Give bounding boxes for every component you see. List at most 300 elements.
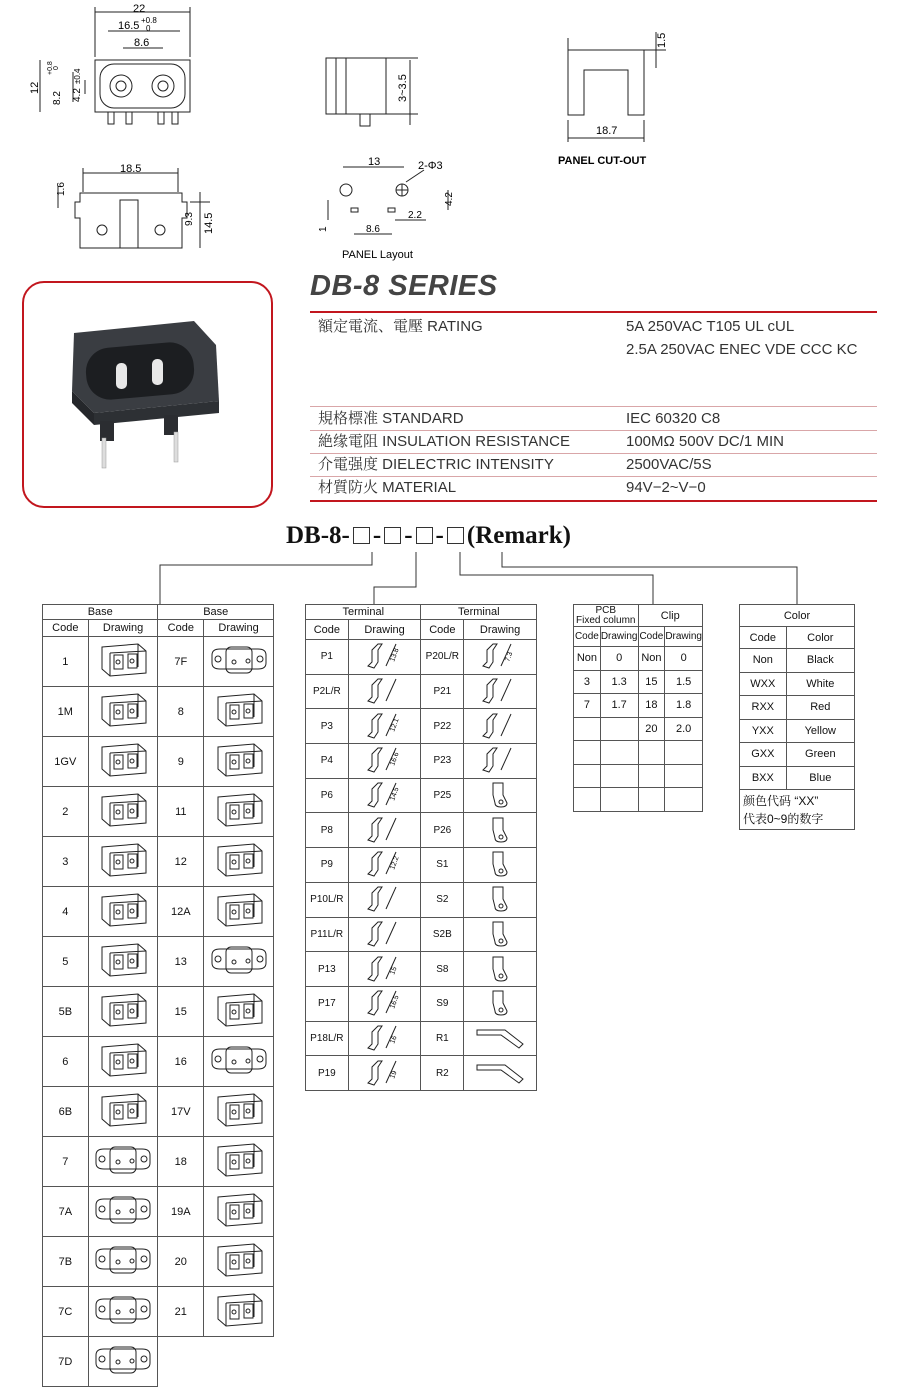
base-drawing	[88, 837, 158, 887]
pcb-clip-cell: 3	[574, 670, 601, 694]
pcb-clip-cell	[600, 741, 638, 765]
terminal-drawing-icon	[467, 675, 533, 705]
col-drawing: Drawing	[88, 620, 158, 637]
base-drawing	[204, 1137, 274, 1187]
col-drawing: Drawing	[600, 627, 638, 647]
pcb-clip-cell: 7	[574, 694, 601, 718]
color-name: Red	[786, 696, 854, 720]
col-code: Code	[421, 620, 464, 640]
color-note-2: 代表0~9的数字	[743, 811, 824, 826]
dim-8-2: 8.2	[52, 91, 63, 105]
terminal-code: P20L/R	[421, 640, 464, 675]
pcb-clip-cell: 2.0	[665, 717, 703, 741]
svg-text:12.2: 12.2	[388, 855, 401, 872]
dim-4-2: 4.2	[72, 88, 83, 102]
pcb-clip-cell: 1.8	[665, 694, 703, 718]
spec-label: 額定電流、電壓 RATING	[318, 318, 483, 335]
color-code: YXX	[740, 719, 787, 743]
dim-8-6: 8.6	[134, 37, 150, 49]
base-drawing	[204, 737, 274, 787]
dim-8-6b: 8.6	[366, 224, 380, 235]
base-code: 17V	[158, 1087, 204, 1137]
spec-standard	[318, 408, 878, 430]
base-code: 21	[158, 1287, 204, 1337]
terminal-drawing-icon	[467, 883, 533, 913]
terminal-code: S2	[421, 882, 464, 917]
dim-14-5: 14.5	[203, 212, 215, 234]
terminal-drawing-icon	[467, 744, 533, 774]
base-drawing-icon	[92, 989, 154, 1031]
dim-4-2b: 4.2	[444, 192, 455, 206]
dim-16-5-tol-lo: 0	[146, 24, 151, 33]
terminal-code: P11L/R	[306, 917, 349, 952]
terminal-code: P21	[421, 674, 464, 709]
dim-1: 1	[318, 226, 329, 232]
clip-header: Clip	[638, 605, 703, 627]
dim-1-6: 1.6	[56, 182, 67, 196]
base-drawing	[88, 1137, 158, 1187]
spec-insulation	[318, 431, 878, 453]
terminal-code: R1	[421, 1021, 464, 1056]
pcb-clip-cell: 1.5	[665, 670, 703, 694]
terminal-slot-box	[384, 527, 401, 544]
pcb-clip-cell	[600, 788, 638, 812]
pcb-clip-cell	[665, 788, 703, 812]
sep: -	[404, 522, 413, 549]
table-row	[740, 743, 855, 767]
base-drawing	[204, 887, 274, 937]
terminal-drawing	[464, 744, 537, 779]
svg-text:16.5: 16.5	[388, 994, 401, 1010]
color-name: Blue	[786, 766, 854, 790]
terminal-drawing	[348, 1056, 421, 1091]
panel-layout-drawing	[316, 152, 466, 264]
terminal-drawing	[464, 986, 537, 1021]
terminal-drawing	[464, 1056, 537, 1091]
table-row	[740, 719, 855, 743]
terminal-code: S8	[421, 952, 464, 987]
base-drawing-icon	[208, 1039, 270, 1081]
pcb-clip-cell: Non	[638, 647, 665, 671]
base-code: 12A	[158, 887, 204, 937]
terminal-drawing-icon	[352, 814, 418, 844]
table-row	[43, 937, 274, 987]
spec-value: 94V−2~V−0	[626, 479, 706, 496]
base-drawing	[204, 687, 274, 737]
spec-dielectric	[318, 454, 878, 476]
spec-label: 介電强度 DIELECTRIC INTENSITY	[318, 456, 554, 473]
table-row	[43, 1137, 274, 1187]
base-drawing	[204, 787, 274, 837]
pcb-clip-cell	[638, 788, 665, 812]
dim-16-5: 16.5	[118, 20, 140, 32]
table-row	[43, 737, 274, 787]
table-row	[306, 813, 537, 848]
table-row	[306, 952, 537, 987]
spec-value: 2.5A 250VAC ENEC VDE CCC KC	[626, 341, 858, 358]
terminal-drawing-icon	[467, 953, 533, 983]
spec-label: 材質防火 MATERIAL	[318, 479, 457, 496]
terminal-header-left: Terminal	[306, 605, 421, 620]
base-drawing-icon	[208, 1189, 270, 1231]
terminal-code: P25	[421, 778, 464, 813]
pcb-header-1: PCB	[595, 604, 617, 616]
base-code: 8	[158, 687, 204, 737]
table-row	[43, 1337, 274, 1387]
terminal-drawing-icon	[352, 883, 418, 913]
dim-3-3-5: 3~3.5	[397, 74, 409, 102]
base-code: 7	[43, 1137, 89, 1187]
terminal-drawing	[348, 813, 421, 848]
base-drawing	[204, 1237, 274, 1287]
empty-cell	[158, 1337, 204, 1387]
pcb-clip-cell	[600, 764, 638, 788]
pcb-clip-cell	[665, 764, 703, 788]
col-drawing: Drawing	[665, 627, 703, 647]
dim-22: 22	[133, 3, 146, 15]
table-row	[43, 637, 274, 687]
base-drawing	[88, 887, 158, 937]
pcb-header	[574, 605, 639, 627]
base-code: 13	[158, 937, 204, 987]
base-drawing	[204, 837, 274, 887]
color-code: BXX	[740, 766, 787, 790]
col-code: Code	[306, 620, 349, 640]
base-code: 6B	[43, 1087, 89, 1137]
table-row	[574, 647, 703, 671]
terminal-drawing	[348, 882, 421, 917]
base-drawing-icon	[92, 1339, 154, 1381]
base-code: 7D	[43, 1337, 89, 1387]
terminal-code: P1	[306, 640, 349, 675]
spec-value: 100MΩ 500V DC/1 MIN	[626, 433, 784, 450]
base-drawing	[88, 687, 158, 737]
col-code: Code	[574, 627, 601, 647]
terminal-drawing	[348, 952, 421, 987]
table-row	[306, 640, 537, 675]
base-code: 7C	[43, 1287, 89, 1337]
terminal-drawing	[464, 813, 537, 848]
base-drawing	[88, 1337, 158, 1387]
terminal-drawing	[464, 1021, 537, 1056]
terminal-drawing-icon	[352, 710, 418, 740]
terminal-code: P13	[306, 952, 349, 987]
terminal-drawing	[464, 848, 537, 883]
svg-text:19: 19	[388, 1069, 399, 1080]
terminal-drawing	[464, 952, 537, 987]
base-drawing	[204, 1037, 274, 1087]
table-row	[306, 848, 537, 883]
base-drawing-icon	[208, 1139, 270, 1181]
terminal-table	[305, 604, 537, 1091]
base-slot-box	[353, 527, 370, 544]
sep: -	[435, 522, 444, 549]
base-drawing-icon	[92, 889, 154, 931]
base-table	[42, 604, 274, 1387]
color-note-1: 颜色代码 “XX”	[743, 793, 819, 808]
svg-text:13.8: 13.8	[388, 647, 401, 664]
svg-text:16: 16	[388, 1034, 399, 1045]
svg-text:7.3: 7.3	[504, 651, 515, 664]
dim-16-5-tol-up: +0.8	[141, 16, 157, 25]
terminal-drawing-icon	[467, 710, 533, 740]
base-code: 15	[158, 987, 204, 1037]
base-drawing-icon	[92, 1039, 154, 1081]
dim-9-3: 9.3	[184, 212, 195, 226]
table-row	[740, 672, 855, 696]
base-header-right: Base	[158, 605, 274, 620]
pcb-clip-cell: 0	[600, 647, 638, 671]
base-code: 11	[158, 787, 204, 837]
base-drawing-icon	[208, 839, 270, 881]
base-drawing-icon	[92, 939, 154, 981]
table-row	[43, 1037, 274, 1087]
terminal-drawing-icon	[467, 848, 533, 878]
pcb-clip-cell: 1.7	[600, 694, 638, 718]
pcb-clip-cell	[574, 717, 601, 741]
base-code: 7A	[43, 1187, 89, 1237]
base-code: 19A	[158, 1187, 204, 1237]
base-code: 16	[158, 1037, 204, 1087]
base-drawing	[88, 937, 158, 987]
color-slot-box	[447, 527, 464, 544]
dim-13: 13	[368, 156, 381, 168]
pcb-clip-cell: 20	[638, 717, 665, 741]
pcb-clip-cell: 0	[665, 647, 703, 671]
top-view-drawing	[28, 2, 198, 132]
empty-cell	[204, 1337, 274, 1387]
base-drawing-icon	[208, 1239, 270, 1281]
base-drawing	[204, 637, 274, 687]
base-code: 5B	[43, 987, 89, 1037]
spec-material	[318, 477, 878, 499]
table-row	[43, 887, 274, 937]
spec-rating	[318, 316, 878, 338]
base-code: 3	[43, 837, 89, 887]
table-row	[574, 717, 703, 741]
panel-cutout-drawing	[556, 30, 676, 170]
table-row	[740, 696, 855, 720]
base-drawing-icon	[92, 1289, 154, 1331]
terminal-drawing	[464, 778, 537, 813]
svg-text:15: 15	[388, 965, 399, 976]
terminal-drawing	[464, 640, 537, 675]
color-table	[739, 604, 855, 830]
pcb-clip-cell: 18	[638, 694, 665, 718]
base-code: 2	[43, 787, 89, 837]
sep: -	[372, 522, 382, 549]
base-code: 9	[158, 737, 204, 787]
base-drawing-icon	[208, 989, 270, 1031]
dim-8-2-tol-lo: 0	[53, 66, 60, 70]
base-drawing-icon	[208, 1089, 270, 1131]
pcb-clip-cell	[600, 717, 638, 741]
color-name: White	[786, 672, 854, 696]
terminal-drawing-icon	[352, 1022, 418, 1052]
base-drawing-icon	[92, 689, 154, 731]
base-drawing-icon	[208, 939, 270, 981]
spec-label: 絶缘電阻 INSULATION RESISTANCE	[318, 433, 570, 450]
dim-2-phi3: 2-Φ3	[418, 160, 443, 172]
pcb-clip-cell	[574, 764, 601, 788]
pcb-clip-cell	[638, 764, 665, 788]
base-drawing	[88, 737, 158, 787]
pcb-clip-cell: 1.3	[600, 670, 638, 694]
table-row	[306, 1021, 537, 1056]
terminal-drawing	[348, 1021, 421, 1056]
base-code: 1GV	[43, 737, 89, 787]
part-prefix: DB-8-	[286, 522, 350, 549]
terminal-drawing	[348, 778, 421, 813]
col-drawing: Drawing	[464, 620, 537, 640]
table-row	[306, 709, 537, 744]
spec-divider	[310, 406, 877, 407]
table-row	[306, 1056, 537, 1091]
col-color: Color	[786, 627, 854, 649]
base-drawing	[88, 1087, 158, 1137]
table-row	[740, 766, 855, 790]
table-row	[43, 1187, 274, 1237]
base-drawing-icon	[92, 1139, 154, 1181]
pcb-clip-slot-box	[416, 527, 433, 544]
pcb-header-2: Fixed column	[576, 614, 636, 626]
base-drawing-icon	[208, 639, 270, 681]
spec-top-rule	[310, 311, 877, 313]
table-row	[306, 917, 537, 952]
base-code: 4	[43, 887, 89, 937]
terminal-code: P8	[306, 813, 349, 848]
terminal-code: P10L/R	[306, 882, 349, 917]
terminal-drawing	[464, 882, 537, 917]
base-code: 18	[158, 1137, 204, 1187]
base-drawing	[204, 987, 274, 1037]
base-drawing-icon	[92, 1089, 154, 1131]
base-drawing-icon	[208, 789, 270, 831]
table-row	[574, 694, 703, 718]
terminal-code: P4	[306, 744, 349, 779]
pcb-clip-table	[573, 604, 703, 812]
base-code: 20	[158, 1237, 204, 1287]
svg-text:16.6: 16.6	[388, 751, 401, 768]
base-code: 7B	[43, 1237, 89, 1287]
base-drawing	[88, 1237, 158, 1287]
base-drawing-icon	[92, 789, 154, 831]
terminal-code: P22	[421, 709, 464, 744]
table-row	[43, 1237, 274, 1287]
spec-value: IEC 60320 C8	[626, 410, 721, 427]
part-number-code	[286, 522, 571, 550]
series-title: DB-8 SERIES	[310, 270, 498, 302]
table-row	[43, 837, 274, 887]
table-row	[574, 741, 703, 765]
terminal-drawing-icon	[352, 744, 418, 774]
terminal-drawing-icon	[467, 814, 533, 844]
terminal-code: S1	[421, 848, 464, 883]
bottom-view-drawing	[50, 158, 220, 258]
base-drawing	[88, 787, 158, 837]
color-code: Non	[740, 649, 787, 673]
terminal-drawing-icon	[467, 1022, 533, 1052]
table-row	[43, 1287, 274, 1337]
base-drawing	[88, 1037, 158, 1087]
terminal-drawing-icon	[352, 640, 418, 670]
panel-cutout-label: PANEL CUT-OUT	[558, 155, 647, 167]
table-row	[43, 787, 274, 837]
color-name: Green	[786, 743, 854, 767]
table-row	[43, 1087, 274, 1137]
base-drawing-icon	[92, 1189, 154, 1231]
spec-value: 5A 250VAC T105 UL cUL	[626, 318, 795, 335]
base-drawing	[204, 937, 274, 987]
color-name: Black	[786, 649, 854, 673]
spec-bottom-rule	[310, 500, 877, 502]
terminal-drawing-icon	[352, 953, 418, 983]
pcb-clip-cell	[665, 741, 703, 765]
terminal-drawing	[348, 848, 421, 883]
base-code: 1M	[43, 687, 89, 737]
color-header: Color	[740, 605, 855, 627]
terminal-drawing-icon	[352, 848, 418, 878]
base-drawing	[204, 1287, 274, 1337]
table-row	[43, 687, 274, 737]
part-remark: (Remark)	[466, 522, 572, 549]
terminal-code: P2L/R	[306, 674, 349, 709]
col-drawing: Drawing	[348, 620, 421, 640]
base-drawing-icon	[208, 1289, 270, 1331]
product-photo	[24, 283, 271, 506]
terminal-code: P18L/R	[306, 1021, 349, 1056]
terminal-code: P6	[306, 778, 349, 813]
col-code: Code	[740, 627, 787, 649]
dim-8-2-tol-up: +0.8	[47, 61, 54, 75]
table-row	[43, 987, 274, 1037]
base-code: 1	[43, 637, 89, 687]
base-drawing-icon	[92, 839, 154, 881]
table-row	[306, 674, 537, 709]
terminal-code: S2B	[421, 917, 464, 952]
base-drawing	[88, 1287, 158, 1337]
product-photo-frame	[22, 281, 273, 508]
side-view-drawing	[320, 50, 430, 140]
base-drawing	[88, 1187, 158, 1237]
terminal-drawing	[348, 640, 421, 675]
spec-rating-2	[318, 339, 878, 361]
base-drawing	[88, 637, 158, 687]
table-row	[306, 882, 537, 917]
terminal-header-right: Terminal	[421, 605, 537, 620]
terminal-drawing	[348, 917, 421, 952]
table-row	[740, 649, 855, 673]
pcb-clip-cell: 15	[638, 670, 665, 694]
table-row	[306, 744, 537, 779]
dim-18-5: 18.5	[120, 163, 142, 175]
table-row	[306, 778, 537, 813]
color-code: GXX	[740, 743, 787, 767]
base-drawing-icon	[208, 689, 270, 731]
svg-text:12.1: 12.1	[388, 717, 401, 733]
base-code: 6	[43, 1037, 89, 1087]
base-drawing-icon	[92, 639, 154, 681]
svg-text:14.5: 14.5	[388, 786, 401, 802]
terminal-code: P17	[306, 986, 349, 1021]
table-row	[574, 764, 703, 788]
table-row	[574, 788, 703, 812]
pcb-clip-cell: Non	[574, 647, 601, 671]
spec-value: 2500VAC/5S	[626, 456, 712, 473]
base-code: 12	[158, 837, 204, 887]
base-drawing-icon	[92, 739, 154, 781]
color-note	[740, 790, 855, 830]
